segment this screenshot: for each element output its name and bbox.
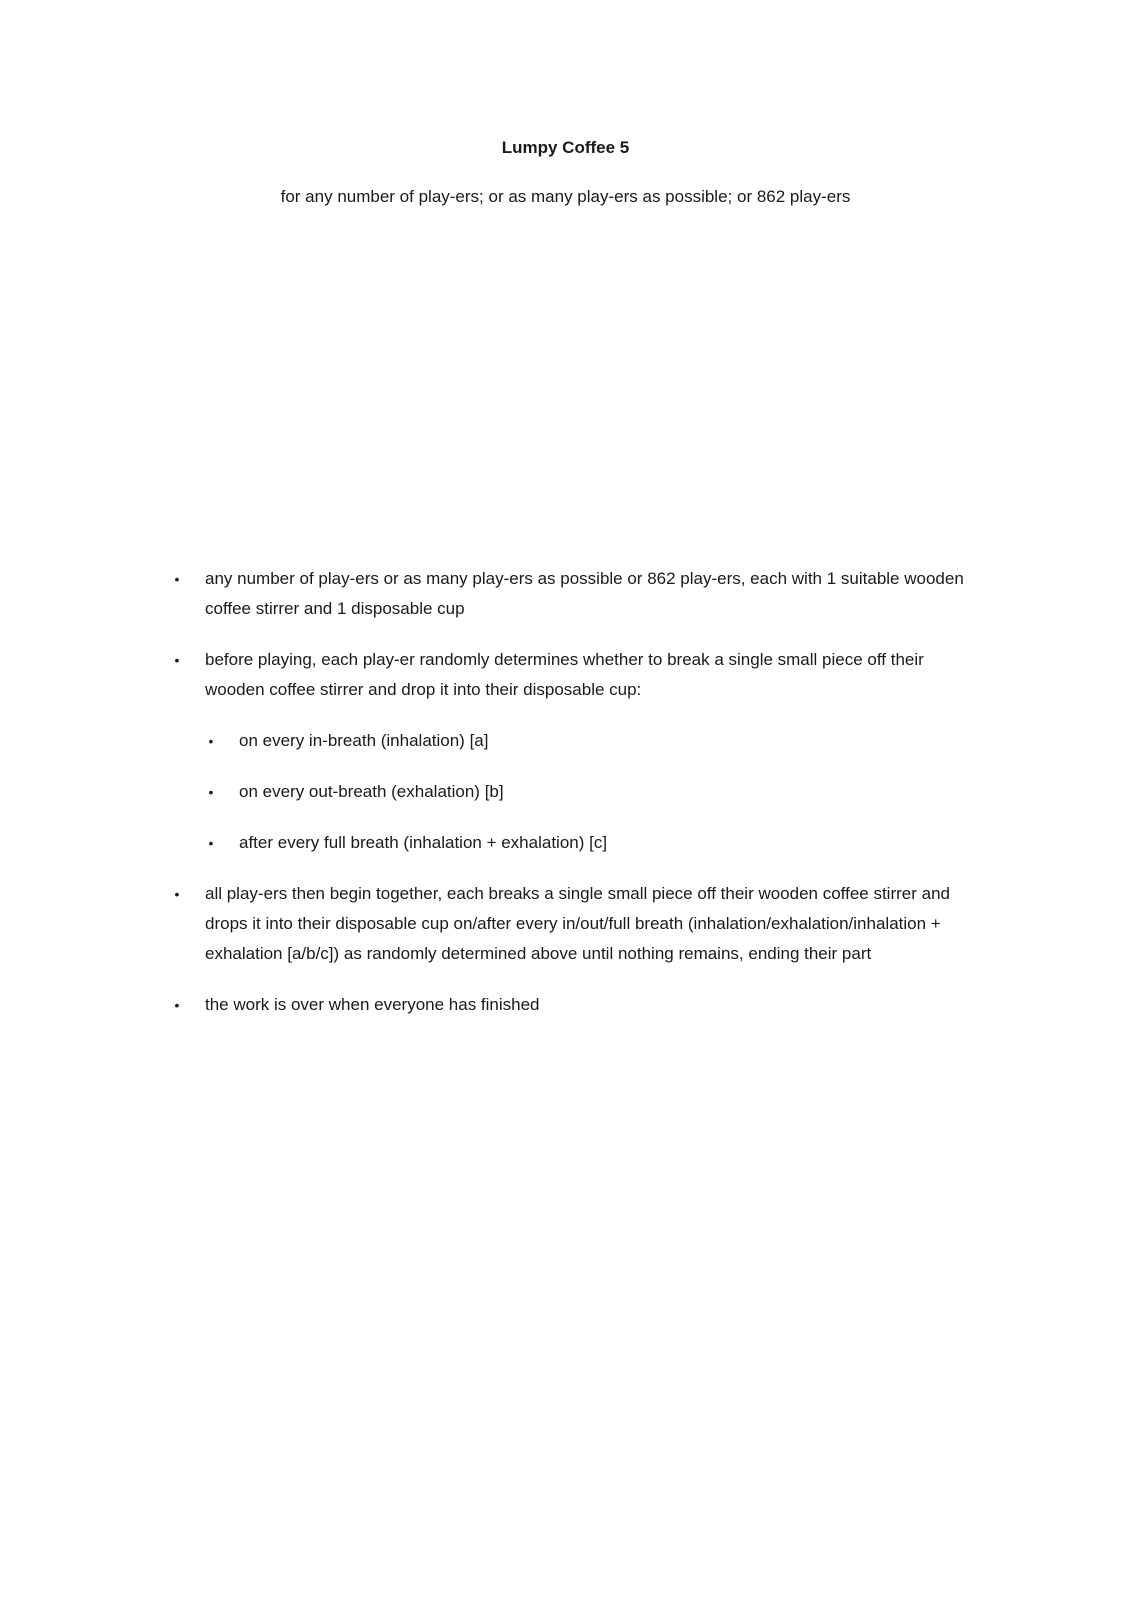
sub-list xyxy=(205,726,980,858)
sub-list-item xyxy=(0,777,980,807)
list-item xyxy=(0,879,980,969)
bullet-icon: • xyxy=(208,733,214,749)
instruction-list xyxy=(0,564,1131,1041)
page-subtitle: for any number of play-ers; or as many play-ers as possible; or 862 play-ers xyxy=(280,187,851,206)
list-item xyxy=(0,645,980,858)
bullet-icon: • xyxy=(174,652,180,668)
sub-list-item-text: after every full breath (inhalation + exhalation) [c] xyxy=(239,833,608,852)
bullet-icon: • xyxy=(174,886,180,902)
list-item xyxy=(0,990,980,1020)
page-title: Lumpy Coffee 5 xyxy=(501,138,630,157)
list-item-text: the work is over when everyone has finished xyxy=(205,995,540,1014)
sub-list-item-text: on every in-breath (inhalation) [a] xyxy=(239,731,489,750)
sub-list-item xyxy=(0,828,980,858)
bullet-icon: • xyxy=(208,784,214,800)
sub-list-item xyxy=(0,726,980,756)
sub-list-item-text: on every out-breath (exhalation) [b] xyxy=(239,782,504,801)
bullet-icon: • xyxy=(174,571,180,587)
bullet-icon: • xyxy=(208,835,214,851)
list-item-text: before playing, each play-er randomly determines whether to break a single small piece off their wooden coffee stirrer and drop it into their disposable cup: xyxy=(205,650,924,699)
list-item-text: any number of play-ers or as many play-ers as possible or 862 play-ers, each with 1 suitable wooden coffee stirrer and 1 disposable cup xyxy=(205,569,964,618)
bullet-icon: • xyxy=(174,997,180,1013)
list-item xyxy=(0,564,980,624)
list-item-text: all play-ers then begin together, each breaks a single small piece off their wooden coffee stirrer and drops it into their disposable cup on/after every in/out/full breath (inhalation/exhalation/inhalation + exhalation [a/b/c]) as randomly determined above until nothing remains, ending their part xyxy=(205,884,950,963)
